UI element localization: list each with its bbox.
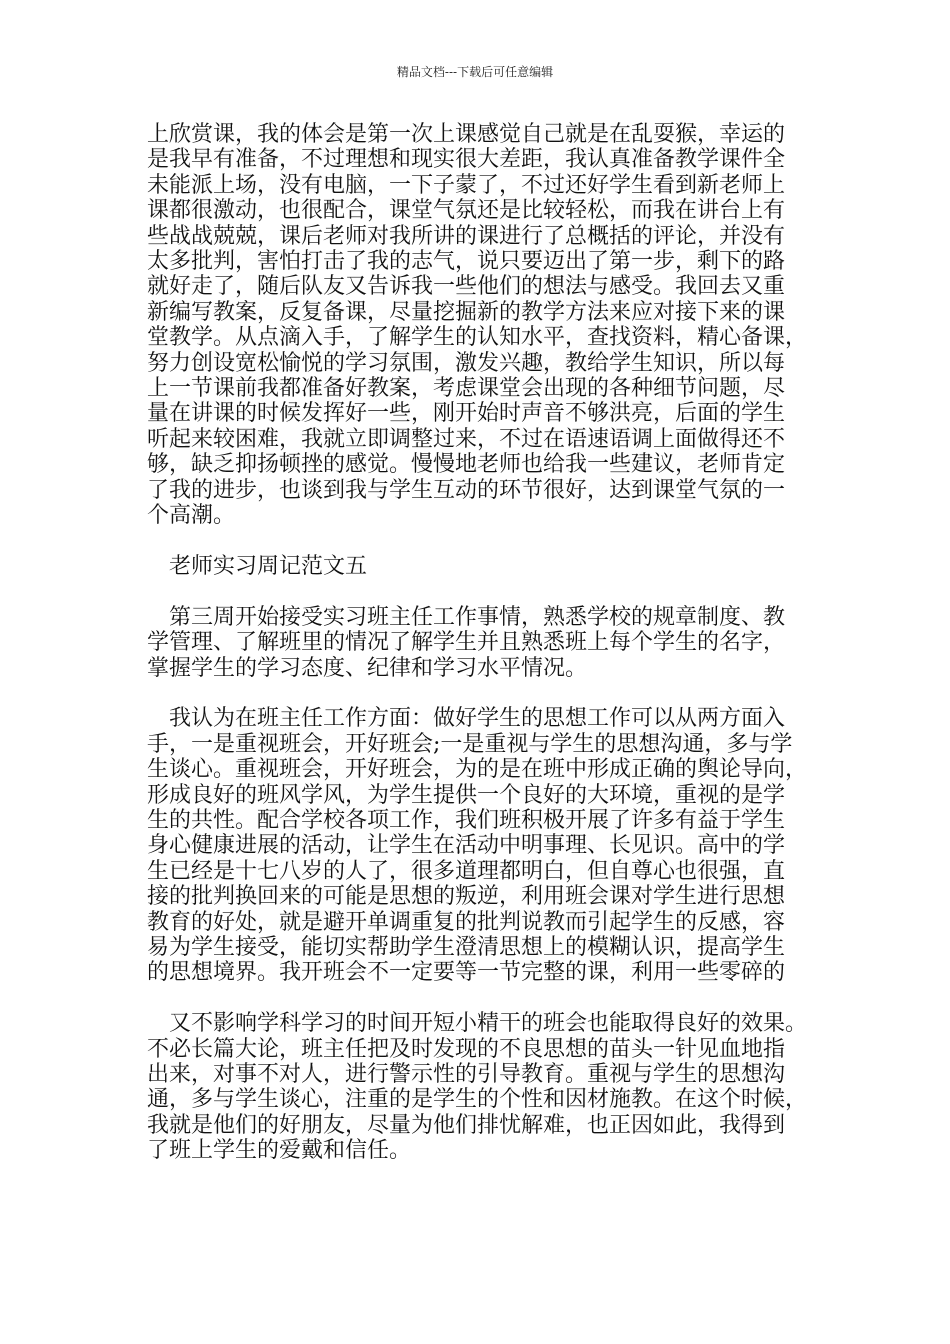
text-line: 了我的进步，也谈到我与学生互动的环节很好，达到课堂气氛的一 bbox=[147, 477, 786, 503]
text-line: 教育的好处，就是避开单调重复的批判说教而引起学生的反感，容 bbox=[147, 909, 786, 935]
text-line: 些战战兢兢，课后老师对我所讲的课进行了总概括的评论，并没有 bbox=[147, 223, 786, 249]
text-line: 够，缺乏抑扬顿挫的感觉。慢慢地老师也给我一些建议，老师肯定 bbox=[147, 452, 786, 478]
paragraph-gap bbox=[147, 681, 817, 706]
text-line: 上一节课前我都准备好教案，考虑课堂会出现的各种细节问题，尽 bbox=[147, 376, 786, 402]
document-body bbox=[147, 122, 817, 1164]
paragraph-1 bbox=[147, 122, 817, 529]
text-line: 是我早有准备，不过理想和现实很大差距，我认真准备教学课件全 bbox=[147, 147, 786, 173]
text-line: 堂教学。从点滴入手，了解学生的认知水平，查找资料，精心备课， bbox=[147, 325, 808, 351]
text-line: 生的共性。配合学校各项工作，我们班积极开展了许多有益于学生 bbox=[147, 807, 786, 833]
text-line: 易为学生接受，能切实帮助学生澄清思想上的模糊认识，提高学生 bbox=[147, 934, 786, 960]
text-line: 的思想境界。我开班会不一定要等一节完整的课，利用一些零碎的 bbox=[147, 960, 786, 986]
text-line: 又不影响学科学习的时间开短小精干的班会也能取得良好的效果。 bbox=[147, 1011, 808, 1037]
text-line: 课都很激动，也很配合，课堂气氛还是比较轻松，而我在讲台上有 bbox=[147, 198, 786, 224]
page-header: 精品文档---下载后可任意编辑 bbox=[396, 65, 554, 79]
heading-line: 老师实习周记范文五 bbox=[147, 553, 368, 579]
section-heading bbox=[147, 554, 817, 579]
text-line: 身心健康进展的活动，让学生在活动中明事理、长见识。高中的学 bbox=[147, 833, 786, 859]
text-line: 就好走了，随后队友又告诉我一些他们的想法与感受。我回去又重 bbox=[147, 274, 786, 300]
text-line: 量在讲课的时候发挥好一些，刚开始时声音不够洪亮，后面的学生 bbox=[147, 401, 786, 427]
text-line: 出来，对事不对人，进行警示性的引导教育。重视与学生的思想沟 bbox=[147, 1061, 786, 1087]
text-line: 第三周开始接受实习班主任工作事情，熟悉学校的规章制度、教 bbox=[147, 604, 786, 630]
text-line: 生谈心。重视班会，开好班会，为的是在班中形成正确的舆论导向， bbox=[147, 757, 808, 783]
text-line: 太多批判，害怕打击了我的志气，说只要迈出了第一步，剩下的路 bbox=[147, 249, 786, 275]
text-line: 个高潮。 bbox=[147, 503, 236, 529]
paragraph-gap bbox=[147, 529, 817, 554]
text-line: 我认为在班主任工作方面：做好学生的思想工作可以从两方面入 bbox=[147, 706, 786, 732]
paragraph-2 bbox=[147, 605, 817, 681]
text-line: 形成良好的班风学风，为学生提供一个良好的大环境，重视的是学 bbox=[147, 782, 786, 808]
text-line: 手，一是重视班会，开好班会;一是重视与学生的思想沟通，多与学 bbox=[147, 731, 793, 757]
paragraph-gap bbox=[147, 579, 817, 604]
text-line: 接的批判换回来的可能是思想的叛逆，利用班会课对学生进行思想 bbox=[147, 884, 786, 910]
text-line: 生已经是十七八岁的人了，很多道理都明白，但自尊心也很强，直 bbox=[147, 858, 786, 884]
text-line: 学管理、了解班里的情况了解学生并且熟悉班上每个学生的名字， bbox=[147, 630, 786, 656]
text-line: 上欣赏课，我的体会是第一次上课感觉自己就是在乱耍猴，幸运的 bbox=[147, 122, 786, 147]
text-line: 我就是他们的好朋友，尽量为他们排忧解难，也正因如此，我得到 bbox=[147, 1112, 786, 1138]
text-line: 掌握学生的学习态度、纪律和学习水平情况。 bbox=[147, 655, 588, 681]
paragraph-3 bbox=[147, 706, 817, 985]
text-line: 不必长篇大论，班主任把及时发现的不良思想的苗头一针见血地指 bbox=[147, 1036, 786, 1062]
text-line: 听起来较困难，我就立即调整过来，不过在语速语调上面做得还不 bbox=[147, 426, 786, 452]
text-line: 通，多与学生谈心，注重的是学生的个性和因材施教。在这个时候， bbox=[147, 1087, 808, 1113]
text-line: 未能派上场，没有电脑，一下子蒙了，不过还好学生看到新老师上 bbox=[147, 172, 786, 198]
paragraph-4 bbox=[147, 1011, 817, 1163]
text-line: 新编写教案，反复备课，尽量挖掘新的教学方法来应对接下来的课 bbox=[147, 299, 786, 325]
text-line: 努力创设宽松愉悦的学习氛围，激发兴趣，教给学生知识，所以每 bbox=[147, 350, 786, 376]
paragraph-gap bbox=[147, 986, 817, 1011]
text-line: 了班上学生的爱戴和信任。 bbox=[147, 1138, 412, 1164]
